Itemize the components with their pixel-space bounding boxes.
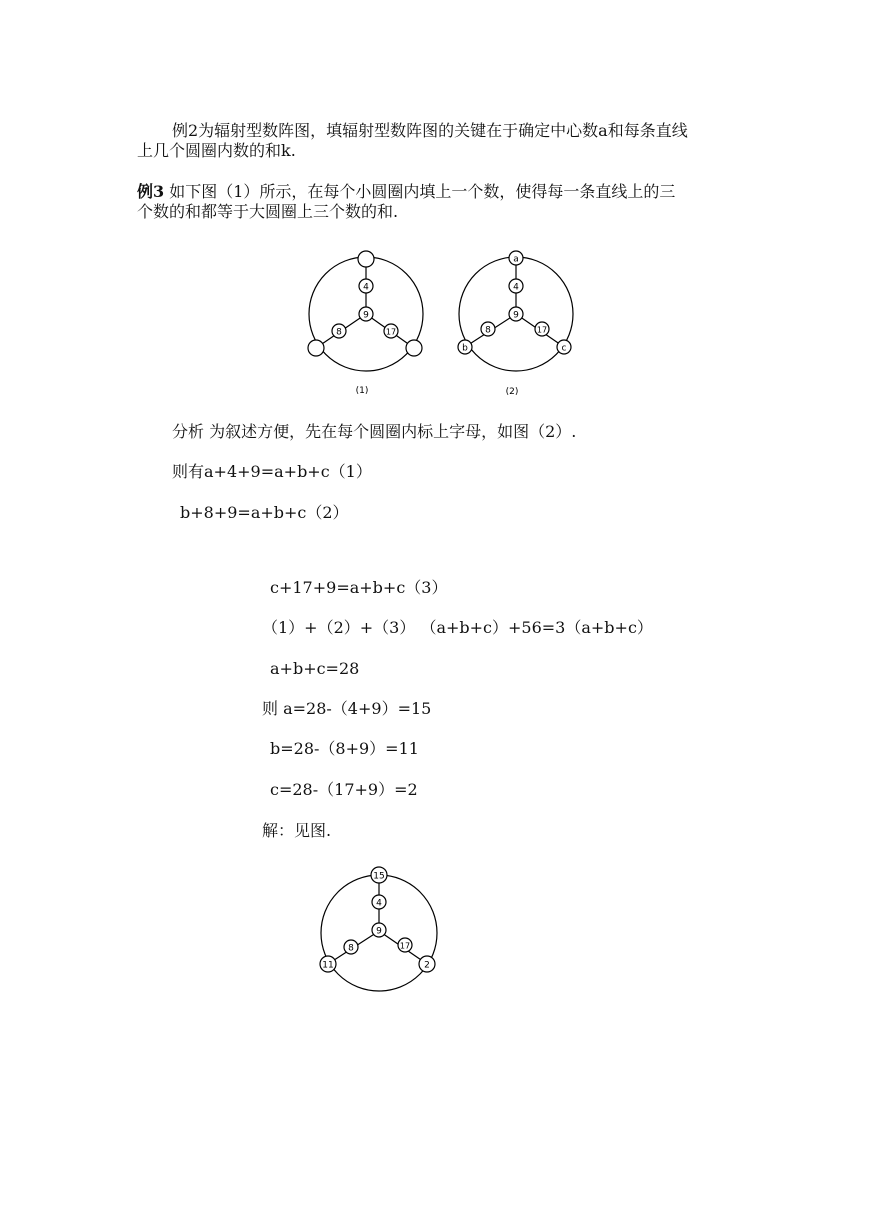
- svg-text:17: 17: [536, 325, 548, 335]
- example-line-1: [137, 182, 675, 202]
- circle-left-mid: [332, 324, 346, 338]
- figure-1: [300, 245, 430, 400]
- circle-left-mid: [344, 940, 358, 954]
- svg-text:a: a: [513, 254, 519, 265]
- circle-top: [358, 251, 374, 267]
- circle-right-mid: [535, 322, 549, 336]
- svg-text:9: 9: [513, 310, 519, 321]
- solution-line: 解：见图.: [262, 821, 332, 840]
- circle-right-mid: [398, 938, 412, 952]
- svg-text:8: 8: [348, 943, 354, 954]
- figure-solution: [313, 862, 448, 1002]
- analysis-line: 分析 为叙述方便，先在每个圆圈内标上字母，如图（2）.: [172, 422, 577, 441]
- figure-1-caption: (1): [355, 386, 369, 396]
- svg-text:2: 2: [424, 960, 430, 971]
- svg-text:4: 4: [376, 898, 382, 909]
- svg-text:8: 8: [336, 327, 342, 338]
- circle-mid: [509, 279, 523, 293]
- circle-center: [359, 307, 373, 321]
- svg-text:4: 4: [513, 282, 519, 293]
- svg-text:9: 9: [376, 926, 382, 937]
- equation-3: c+17+9=a+b+c（3）: [270, 578, 448, 597]
- equation-1: 则有a+4+9=a+b+c（1）: [172, 462, 372, 481]
- svg-text:4: 4: [363, 282, 369, 293]
- circle-right: [419, 956, 435, 972]
- svg-text:8: 8: [485, 325, 491, 336]
- circle-top: [509, 251, 523, 265]
- circle-mid: [372, 895, 386, 909]
- equation-6: 则 a=28-（4+9）=15: [262, 699, 432, 718]
- circle-mid: [359, 279, 373, 293]
- equation-8: c=28-（17+9）=2: [270, 780, 418, 799]
- circle-left: [308, 340, 324, 356]
- svg-text:15: 15: [373, 871, 385, 882]
- example-line-2: 个数的和都等于大圆圈上三个数的和.: [137, 202, 399, 221]
- circle-right-mid: [384, 324, 398, 338]
- figure-2: [450, 245, 580, 400]
- equation-7: b=28-（8+9）=11: [270, 739, 419, 758]
- equation-2: b+8+9=a+b+c（2）: [180, 503, 349, 522]
- example-text-1: 如下图（1）所示，在每个小圆圈内填上一个数，使得每一条直线上的三: [164, 182, 676, 201]
- svg-text:9: 9: [363, 310, 369, 321]
- figure-2-caption: (2): [505, 387, 519, 397]
- intro-line-1: 例2为辐射型数阵图，填辐射型数阵图的关键在于确定中心数a和每条直线: [172, 121, 688, 140]
- intro-line-2: 上几个圆圈内数的和k.: [137, 141, 296, 160]
- svg-text:17: 17: [399, 941, 411, 951]
- equation-4: （1）+（2）+（3） （a+b+c）+56=3（a+b+c）: [262, 618, 653, 637]
- circle-left: [458, 340, 472, 354]
- circle-left-mid: [481, 322, 495, 336]
- equation-5: a+b+c=28: [270, 659, 360, 678]
- circle-right: [406, 340, 422, 356]
- svg-text:11: 11: [322, 960, 334, 971]
- svg-text:c: c: [561, 343, 567, 354]
- circle-center: [509, 307, 523, 321]
- circle-center: [372, 923, 386, 937]
- svg-text:17: 17: [385, 327, 397, 337]
- example-label: 例3: [137, 182, 165, 201]
- circle-right: [557, 340, 571, 354]
- circle-top: [371, 867, 387, 883]
- circle-left: [320, 956, 336, 972]
- svg-text:b: b: [462, 343, 468, 354]
